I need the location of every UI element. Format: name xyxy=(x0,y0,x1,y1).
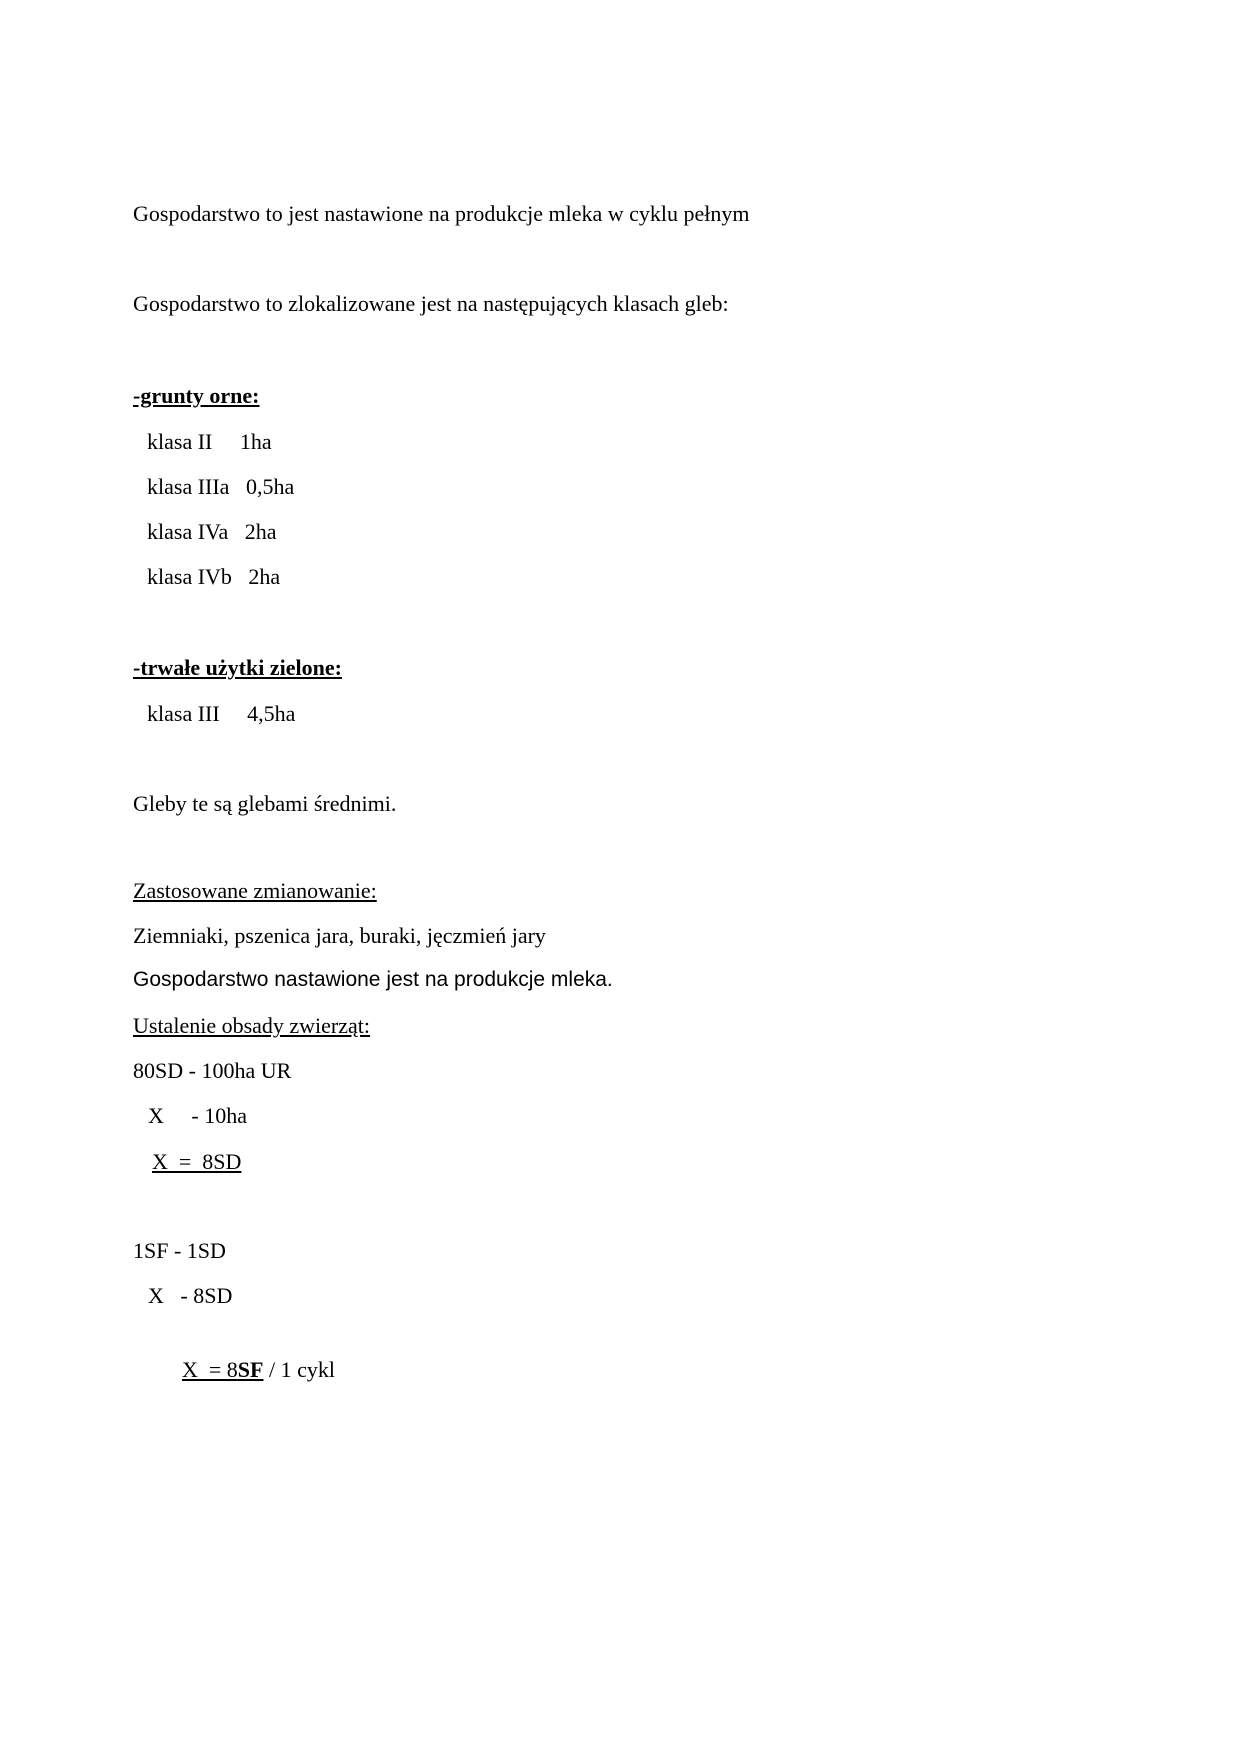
equation-result-x-8sf-bold: SF xyxy=(237,1356,264,1382)
equation-80sd-100ha: 80SD - 100ha UR xyxy=(133,1058,292,1083)
list-item-klasa-iiia: klasa IIIa 0,5ha xyxy=(147,474,295,499)
paragraph-intro-milk-full-cycle: Gospodarstwo to jest nastawione na produkcje mleka w cyklu pełnym xyxy=(133,201,750,226)
paragraph-soil-quality: Gleby te są glebami średnimi. xyxy=(133,791,397,816)
list-item-klasa-ii: klasa II 1ha xyxy=(147,429,272,454)
equation-result-x-8sf xyxy=(160,1327,335,1413)
list-item-klasa-iva: klasa IVa 2ha xyxy=(147,519,277,544)
paragraph-soil-classes-intro: Gospodarstwo to zlokalizowane jest na następujących klasach gleb: xyxy=(133,291,729,316)
equation-1sf-1sd: 1SF - 1SD xyxy=(133,1238,226,1263)
equation-result-x-8sf-suffix: / 1 cykl xyxy=(263,1356,335,1382)
heading-zastosowane-zmianowanie: Zastosowane zmianowanie: xyxy=(133,878,377,903)
equation-x-10ha: X - 10ha xyxy=(148,1103,247,1128)
paragraph-milk-production: Gospodarstwo nastawione jest na produkcje mleka. xyxy=(133,968,613,991)
paragraph-crop-rotation: Ziemniaki, pszenica jara, buraki, jęczmień jary xyxy=(133,923,546,948)
list-item-klasa-ivb: klasa IVb 2ha xyxy=(147,564,281,589)
equation-result-x-8sd: X = 8SD xyxy=(152,1149,242,1174)
heading-trwale-uzytki-zielone: -trwałe użytki zielone: xyxy=(133,655,342,680)
equation-result-x-8sf-prefix: X = 8 xyxy=(182,1356,238,1382)
equation-x-8sd: X - 8SD xyxy=(148,1283,233,1308)
list-item-klasa-iii: klasa III 4,5ha xyxy=(147,701,296,726)
heading-grunty-orne: -grunty orne: xyxy=(133,383,260,408)
heading-ustalenie-obsady: Ustalenie obsady zwierząt: xyxy=(133,1013,371,1038)
